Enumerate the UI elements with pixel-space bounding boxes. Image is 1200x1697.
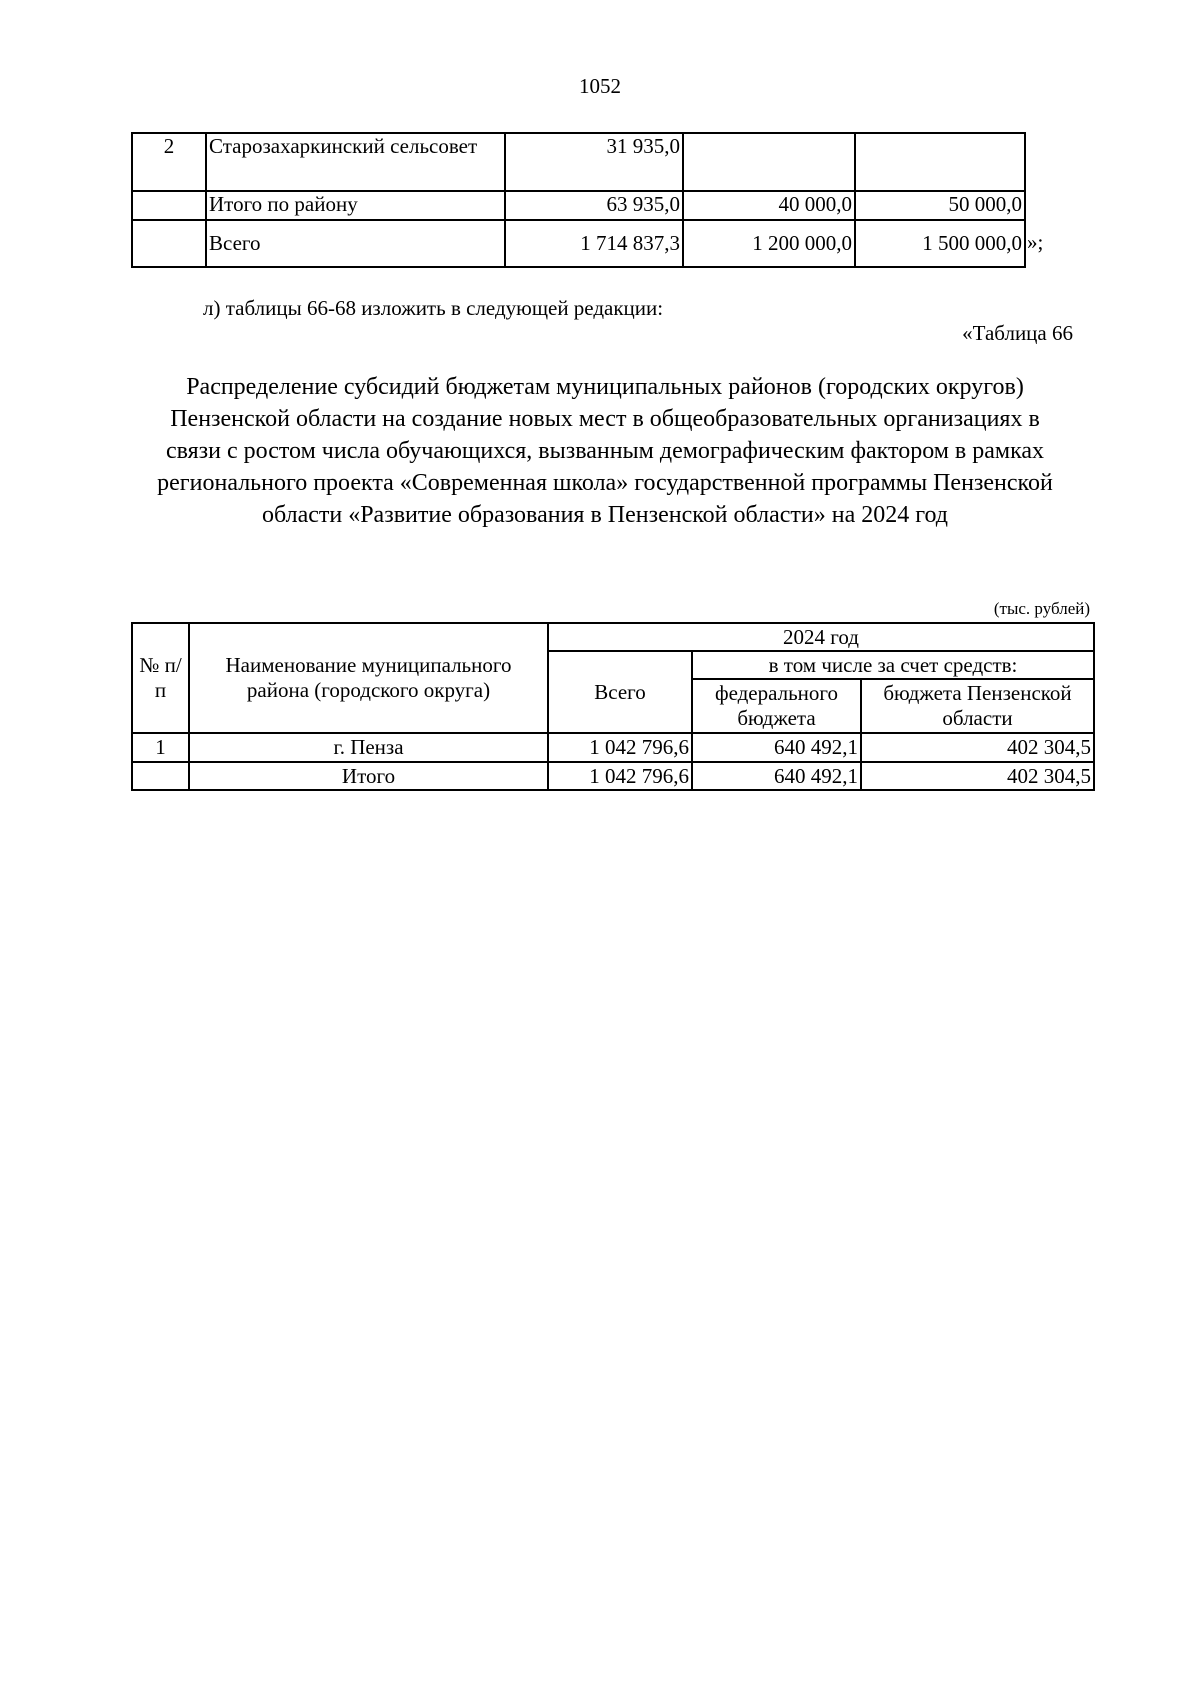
units-label: (тыс. рублей) [993, 599, 1090, 618]
value-cell: 31 935,0 [505, 133, 683, 191]
row-number: 2 [132, 133, 206, 191]
district-name: Всего [206, 220, 505, 267]
federal-value: 640 492,1 [692, 733, 861, 762]
district-name: Итого по району [206, 191, 505, 220]
regional-value: 402 304,5 [861, 733, 1094, 762]
table-heading: Распределение субсидий бюджетам муниципальных районов (городских округов) Пензенской области на создание новых мест в общеобразовательных организациях в связи с ростом числа обучающихся, вызванным демографическим фактором в рамках регионального проекта «Современная школа» государственной программы Пензенской области «Развитие образования в Пензенской области» на 2024 год [157, 374, 1053, 528]
closing-quote: »; [1027, 230, 1044, 254]
table-label: «Таблица 66 [962, 321, 1073, 345]
instruction-text: л) таблицы 66-68 изложить в следующей редакции: [203, 296, 664, 320]
subsidy-table [131, 622, 1095, 791]
table-row [132, 191, 1025, 220]
value-cell [855, 133, 1025, 191]
row-number [132, 220, 206, 267]
header-year: 2024 год [548, 623, 1094, 651]
value-cell: 1 500 000,0 [855, 220, 1025, 267]
regional-value: 402 304,5 [861, 762, 1094, 790]
value-cell [683, 133, 855, 191]
value-cell: 1 714 837,3 [505, 220, 683, 267]
table-row [132, 762, 1094, 790]
table-row [132, 733, 1094, 762]
value-cell: 1 200 000,0 [683, 220, 855, 267]
value-cell: 40 000,0 [683, 191, 855, 220]
table-row [132, 133, 1025, 191]
page-number: 1052 [579, 74, 621, 98]
header-regional: бюджета Пензенской области [861, 679, 1094, 733]
header-federal: федерального бюджета [692, 679, 861, 733]
header-name: Наименование муниципального района (городского округа) [189, 623, 548, 733]
district-name: Итого [189, 762, 548, 790]
row-number [132, 762, 189, 790]
total-value: 1 042 796,6 [548, 733, 692, 762]
previous-table [131, 132, 1026, 268]
header-number: № п/п [132, 623, 189, 733]
header-including: в том числе за счет средств: [692, 651, 1094, 679]
district-name: г. Пенза [189, 733, 548, 762]
total-value: 1 042 796,6 [548, 762, 692, 790]
table-row [132, 220, 1025, 267]
row-number [132, 191, 206, 220]
value-cell: 50 000,0 [855, 191, 1025, 220]
value-cell: 63 935,0 [505, 191, 683, 220]
federal-value: 640 492,1 [692, 762, 861, 790]
district-name: Старозахаркинский сельсовет [206, 133, 505, 191]
header-total: Всего [548, 651, 692, 733]
row-number: 1 [132, 733, 189, 762]
